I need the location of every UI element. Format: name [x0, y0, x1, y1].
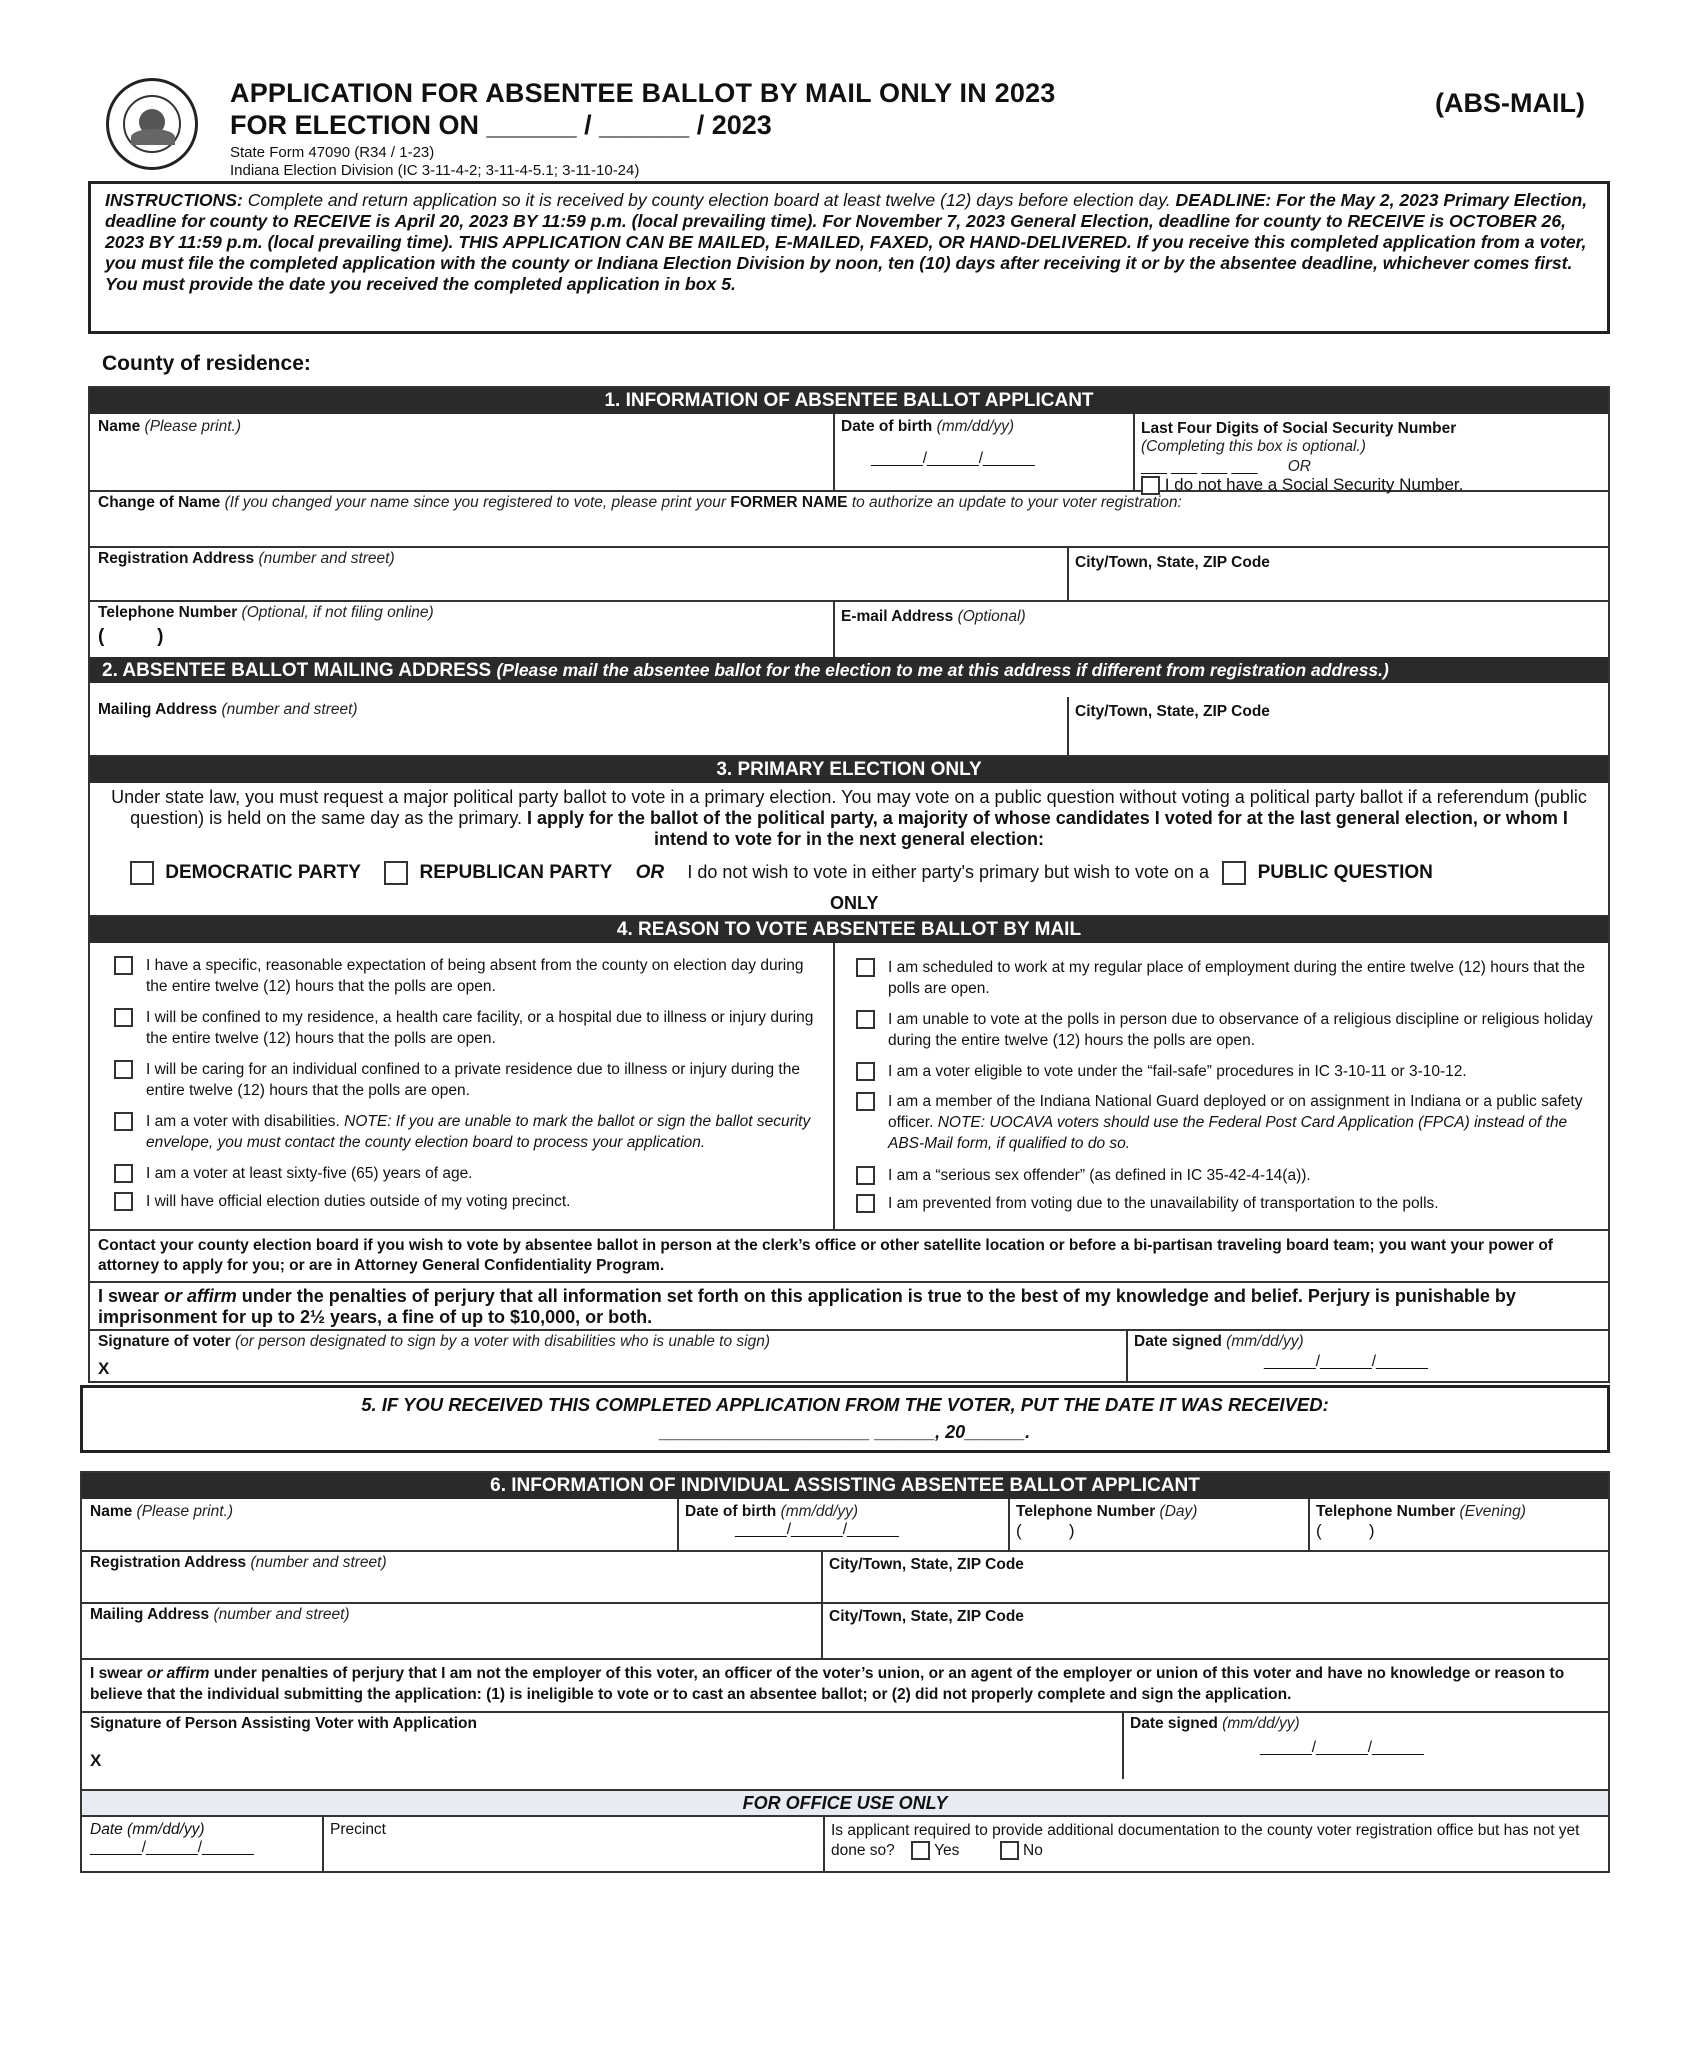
indiana-state-seal-icon: [106, 78, 198, 170]
assistant-name-field[interactable]: Name (Please print.): [90, 1503, 234, 1520]
reason-absent-county[interactable]: I have a specific, reasonable expectation of being absent from the county on election day during the entire twelve (12) hours that the polls are open.: [114, 955, 814, 997]
section3-title: 3. PRIMARY ELECTION ONLY: [90, 757, 1608, 783]
applicant-dob-field[interactable]: Date of birth (mm/dd/yy) ______/______/______: [841, 418, 1035, 467]
instructions-lead: INSTRUCTIONS:: [105, 190, 243, 210]
date-received-field[interactable]: _____________________ ______, 20______.: [659, 1422, 1031, 1442]
mailing-city-field[interactable]: City/Town, State, ZIP Code: [1075, 703, 1270, 720]
office-precinct-field[interactable]: Precinct: [330, 1821, 386, 1838]
reason-checkbox[interactable]: [114, 956, 133, 975]
voter-signature-field[interactable]: Signature of voter (or person designated to sign by a voter with disabilities who is unable to sign) X: [98, 1333, 770, 1378]
reason-checkbox[interactable]: [114, 1008, 133, 1027]
republican-party-checkbox[interactable]: [384, 861, 408, 885]
assistant-date-signed-field[interactable]: Date signed (mm/dd/yy) ______/______/______: [1130, 1715, 1424, 1756]
registration-address-field[interactable]: Registration Address (number and street): [98, 550, 395, 567]
change-of-name-field[interactable]: Change of Name (If you changed your name since you registered to vote, please print your FORMER NAME to authorize an update to your voter registration:: [98, 494, 1182, 511]
ssn-field[interactable]: Last Four Digits of Social Security Number (Completing this box is optional.) ___ ___ ___ ___ OR I do not have a Social Security Number.: [1141, 420, 1464, 494]
democratic-party-checkbox[interactable]: [130, 861, 154, 885]
form-number: State Form 47090 (R34 / 1-23): [230, 144, 435, 161]
only-label: ONLY: [830, 893, 879, 913]
no-checkbox[interactable]: [1000, 1841, 1019, 1860]
office-use-title: FOR OFFICE USE ONLY: [82, 1791, 1608, 1817]
voter-oath: I swear or affirm under the penalties of perjury that all information set forth on this application is true to the best of my knowledge and belief. Perjury is punishable by imprisonment for up to 2½ years, a fine of up to $10,000, or both.: [98, 1286, 1516, 1327]
assistant-registration-address-field[interactable]: Registration Address (number and street): [90, 1554, 387, 1571]
form-code: (ABS-MAIL): [1435, 88, 1585, 118]
mailing-address-field[interactable]: Mailing Address (number and street): [98, 701, 358, 718]
section2-box: [88, 697, 1610, 757]
applicant-name-field[interactable]: Name (Please print.): [98, 418, 242, 435]
reason-checkbox[interactable]: [856, 1092, 875, 1111]
contact-note: Contact your county election board if you wish to vote by absentee ballot in person at the clerk’s office or other satellite location or before a bi-partisan traveling board team; you want your power of attorney to apply for you; or are in Attorney General Confidentiality Program.: [98, 1237, 1553, 1274]
reason-disabilities[interactable]: I am a voter with disabilities. NOTE: If you are unable to mark the ballot or sign the ballot security envelope, you must contact the county election board to process your application.: [114, 1111, 814, 1153]
reason-checkbox[interactable]: [114, 1060, 133, 1079]
reason-fail-safe[interactable]: I am a voter eligible to vote under the “fail-safe” procedures in IC 3-10-11 or 3-10-12.: [856, 1061, 1596, 1082]
party-options: DEMOCRATIC PARTY REPUBLICAN PARTY OR I do not wish to vote in either party's primary but wish to vote on a PUBLIC QUESTION: [130, 861, 1600, 885]
assistant-tel-evening-field[interactable]: Telephone Number (Evening) ( ): [1316, 1503, 1526, 1540]
reason-work[interactable]: I am scheduled to work at my regular place of employment during the entire twelve (12) hours that the polls are open.: [856, 957, 1596, 999]
section4-title: 4. REASON TO VOTE ABSENTEE BALLOT BY MAIL: [90, 917, 1608, 943]
office-use-box: [80, 1791, 1610, 1873]
assistant-mailing-address-field[interactable]: Mailing Address (number and street): [90, 1606, 350, 1623]
public-question-checkbox[interactable]: [1222, 861, 1246, 885]
section6-box: [80, 1471, 1610, 1791]
instructions-deadline: DEADLINE: For the May 2, 2023 Primary Election, deadline for county to RECEIVE is April 20, 2023 BY 11:59 p.m. (local prevailing time). For November 7, 2023 General Election, deadline for county to RECEIVE is OCTOBER 26, 2023 BY 11:59 p.m. (local prevailing time). THIS APPLICATION CAN BE MAILED, E-MAILED, FAXED, OR HAND-DELIVERED. If you receive this completed application from a voter, you must file the completed application with the county or Indiana Election Division by noon, ten (10) days after receiving it or by the absentee deadline, whichever comes first. You must provide the date you received the completed application in box 5.: [105, 190, 1588, 294]
assistant-oath: I swear or affirm under penalties of perjury that I am not the employer of this voter, an officer of the voter’s union, or an agent of the employer or union of this voter and have no knowledge or reason to believe that the individual submitting the application: (1) is ineligible to vote or to cast an absentee ballot; or (2) did not properly complete and sign the application.: [90, 1665, 1565, 1703]
section3-text: Under state law, you must request a major political party ballot to vote in a primary election. You may vote on a public question without voting a political party ballot if a referendum (public question) is held on the same day as the primary. I apply for the ballot of the political party, a majority of whose candidates I voted for at the last general election, or whom I intend to vote for in the next general election:: [111, 787, 1587, 849]
reason-checkbox[interactable]: [114, 1192, 133, 1211]
voter-date-signed-field[interactable]: Date signed (mm/dd/yy) ______/______/______: [1134, 1333, 1428, 1370]
section3-box: [88, 757, 1610, 917]
assistant-dob-field[interactable]: Date of birth (mm/dd/yy) ______/______/______: [685, 1503, 899, 1538]
reason-age-65[interactable]: I am a voter at least sixty-five (65) years of age.: [114, 1163, 814, 1184]
yes-checkbox[interactable]: [911, 1841, 930, 1860]
reason-checkbox[interactable]: [114, 1112, 133, 1131]
reason-religious[interactable]: I am unable to vote at the polls in person due to observance of a religious discipline or religious holiday during the entire twelve (12) hours the polls are open.: [856, 1009, 1596, 1051]
reason-checkbox[interactable]: [114, 1164, 133, 1183]
section6-title: 6. INFORMATION OF INDIVIDUAL ASSISTING ABSENTEE BALLOT APPLICANT: [82, 1473, 1608, 1499]
reason-checkbox[interactable]: [856, 1166, 875, 1185]
reason-transportation[interactable]: I am prevented from voting due to the unavailability of transportation to the polls.: [856, 1193, 1596, 1214]
reason-caring-individual[interactable]: I will be caring for an individual confined to a private residence due to illness or injury during the entire twelve (12) hours that the polls are open.: [114, 1059, 814, 1101]
office-date-field[interactable]: Date (mm/dd/yy) ______/______/______: [90, 1821, 254, 1856]
section4-box: [88, 917, 1610, 1383]
reason-national-guard[interactable]: I am a member of the Indiana National Guard deployed or on assignment in Indiana or a public safety officer. NOTE: UOCAVA voters should use the Federal Post Card Application (FPCA) instead of the ABS-Mail form, if qualified to do so.: [856, 1091, 1596, 1154]
office-documentation-question: Is applicant required to provide additional documentation to the county voter registration office but has not yet done so? Yes No: [831, 1822, 1580, 1859]
county-of-residence-label: County of residence:: [102, 352, 311, 375]
registration-city-field[interactable]: City/Town, State, ZIP Code: [1075, 554, 1270, 571]
reason-sex-offender[interactable]: I am a “serious sex offender” (as defined in IC 35-42-4-14(a)).: [856, 1165, 1596, 1186]
reason-confined-illness[interactable]: I will be confined to my residence, a health care facility, or a hospital due to illness or injury during the entire twelve (12) hours that the polls are open.: [114, 1007, 814, 1049]
section5-box: [80, 1385, 1610, 1453]
election-date-line: FOR ELECTION ON ______ / ______ / 2023: [230, 110, 772, 140]
section5-text: 5. IF YOU RECEIVED THIS COMPLETED APPLICATION FROM THE VOTER, PUT THE DATE IT WAS RECEIVED:: [361, 1394, 1329, 1415]
reason-checkbox[interactable]: [856, 958, 875, 977]
reason-checkbox[interactable]: [856, 1062, 875, 1081]
reason-checkbox[interactable]: [856, 1194, 875, 1213]
assistant-tel-day-field[interactable]: Telephone Number (Day) ( ): [1016, 1503, 1198, 1540]
section1-box: [88, 386, 1610, 699]
assistant-registration-city-field[interactable]: City/Town, State, ZIP Code: [829, 1556, 1024, 1573]
reason-election-duties[interactable]: I will have official election duties outside of my voting precinct.: [114, 1191, 814, 1212]
instructions-box: [88, 181, 1610, 334]
division-citation: Indiana Election Division (IC 3-11-4-2; 3-11-4-5.1; 3-11-10-24): [230, 162, 640, 179]
reason-checkbox[interactable]: [856, 1010, 875, 1029]
instructions-text: Complete and return application so it is received by county election board at least twelve (12) days before election day.: [242, 190, 1176, 210]
section1-title: 1. INFORMATION OF ABSENTEE BALLOT APPLICANT: [90, 388, 1608, 414]
assistant-signature-field[interactable]: Signature of Person Assisting Voter with Application X: [90, 1715, 477, 1770]
telephone-field[interactable]: Telephone Number (Optional, if not filing online) ( ): [98, 604, 434, 647]
assistant-mailing-city-field[interactable]: City/Town, State, ZIP Code: [829, 1608, 1024, 1625]
section2-title: 2. ABSENTEE BALLOT MAILING ADDRESS (Please mail the absentee ballot for the election to me at this address if different from registration address.): [90, 657, 1608, 683]
email-field[interactable]: E-mail Address (Optional): [841, 608, 1026, 625]
form-title: APPLICATION FOR ABSENTEE BALLOT BY MAIL ONLY IN 2023: [230, 78, 1056, 108]
